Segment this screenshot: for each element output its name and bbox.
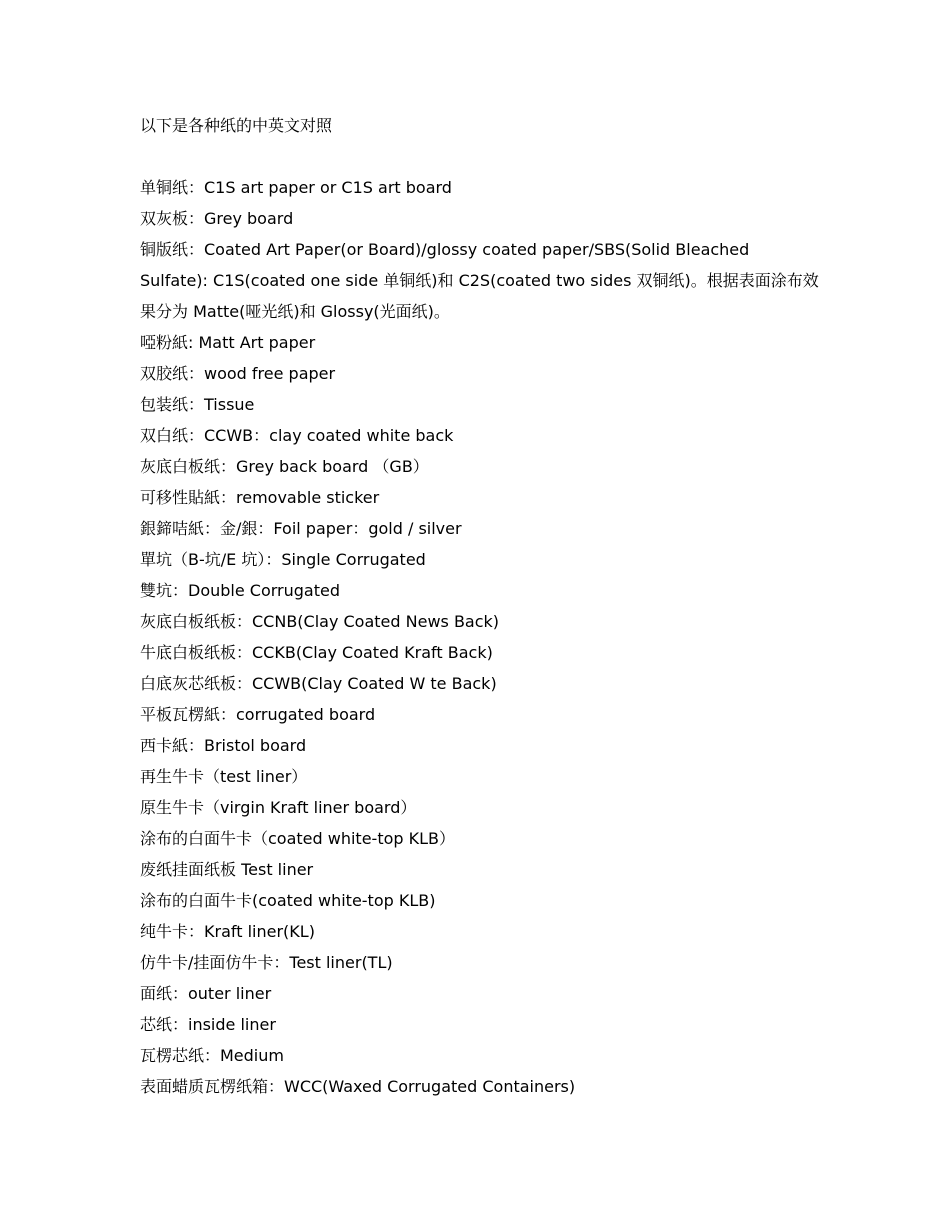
- document-body: [140, 110, 820, 1102]
- glossary-line: 灰底白板纸：Grey back board （GB）: [140, 457, 429, 476]
- glossary-line: 銀鍗咭紙：金/銀：Foil paper：gold / silver: [140, 519, 462, 538]
- glossary-line: 面纸：outer liner: [140, 984, 272, 1003]
- glossary-line: 仿牛卡/挂面仿牛卡：Test liner(TL): [140, 953, 393, 972]
- glossary-line: 白底灰芯纸板：CCWB(Clay Coated W te Back): [140, 674, 497, 693]
- glossary-line: 包装纸：Tissue: [140, 395, 255, 414]
- glossary-line: 灰底白板纸板：CCNB(Clay Coated News Back): [140, 612, 500, 631]
- glossary-line: 单铜纸：C1S art paper or C1S art board: [140, 178, 452, 197]
- glossary-line: 双灰板：Grey board: [140, 209, 294, 228]
- glossary-line: 双胶纸：wood free paper: [140, 364, 336, 383]
- glossary-line: 牛底白板纸板：CCKB(Clay Coated Kraft Back): [140, 643, 493, 662]
- glossary-line: 芯纸：inside liner: [140, 1015, 276, 1034]
- glossary-line: 纯牛卡：Kraft liner(KL): [140, 922, 315, 941]
- document-title: 以下是各种纸的中英文对照: [140, 116, 333, 135]
- glossary-paragraph: 铜版纸：Coated Art Paper(or Board)/glossy coated paper/SBS(Solid Bleached Sulfate): C1S(coated one side 单铜纸)和 C2S(coated two sides 双铜纸)。根据表面涂布效果分为 Matte(哑光纸)和 Glossy(光面纸)。: [140, 240, 819, 321]
- glossary-line: 單坑（B-坑/E 坑）：Single Corrugated: [140, 550, 426, 569]
- glossary-line: 废纸挂面纸板 Test liner: [140, 860, 314, 879]
- glossary-line: 涂布的白面牛卡(coated white-top KLB): [140, 891, 436, 910]
- glossary-line: 啞粉紙: Matt Art paper: [140, 333, 316, 352]
- glossary-line: 可移性貼紙：removable sticker: [140, 488, 380, 507]
- glossary-line: 雙坑：Double Corrugated: [140, 581, 340, 600]
- glossary-line: 原生牛卡（virgin Kraft liner board）: [140, 798, 417, 817]
- glossary-line: 涂布的白面牛卡（coated white-top KLB）: [140, 829, 456, 848]
- glossary-line: 平板瓦楞紙：corrugated board: [140, 705, 376, 724]
- glossary-line: 双白纸：CCWB：clay coated white back: [140, 426, 454, 445]
- glossary-line: 再生牛卡（test liner）: [140, 767, 308, 786]
- glossary-line: 表面蜡质瓦楞纸箱：WCC(Waxed Corrugated Containers): [140, 1077, 576, 1096]
- glossary-line: 西卡紙：Bristol board: [140, 736, 307, 755]
- glossary-line: 瓦楞芯纸：Medium: [140, 1046, 284, 1065]
